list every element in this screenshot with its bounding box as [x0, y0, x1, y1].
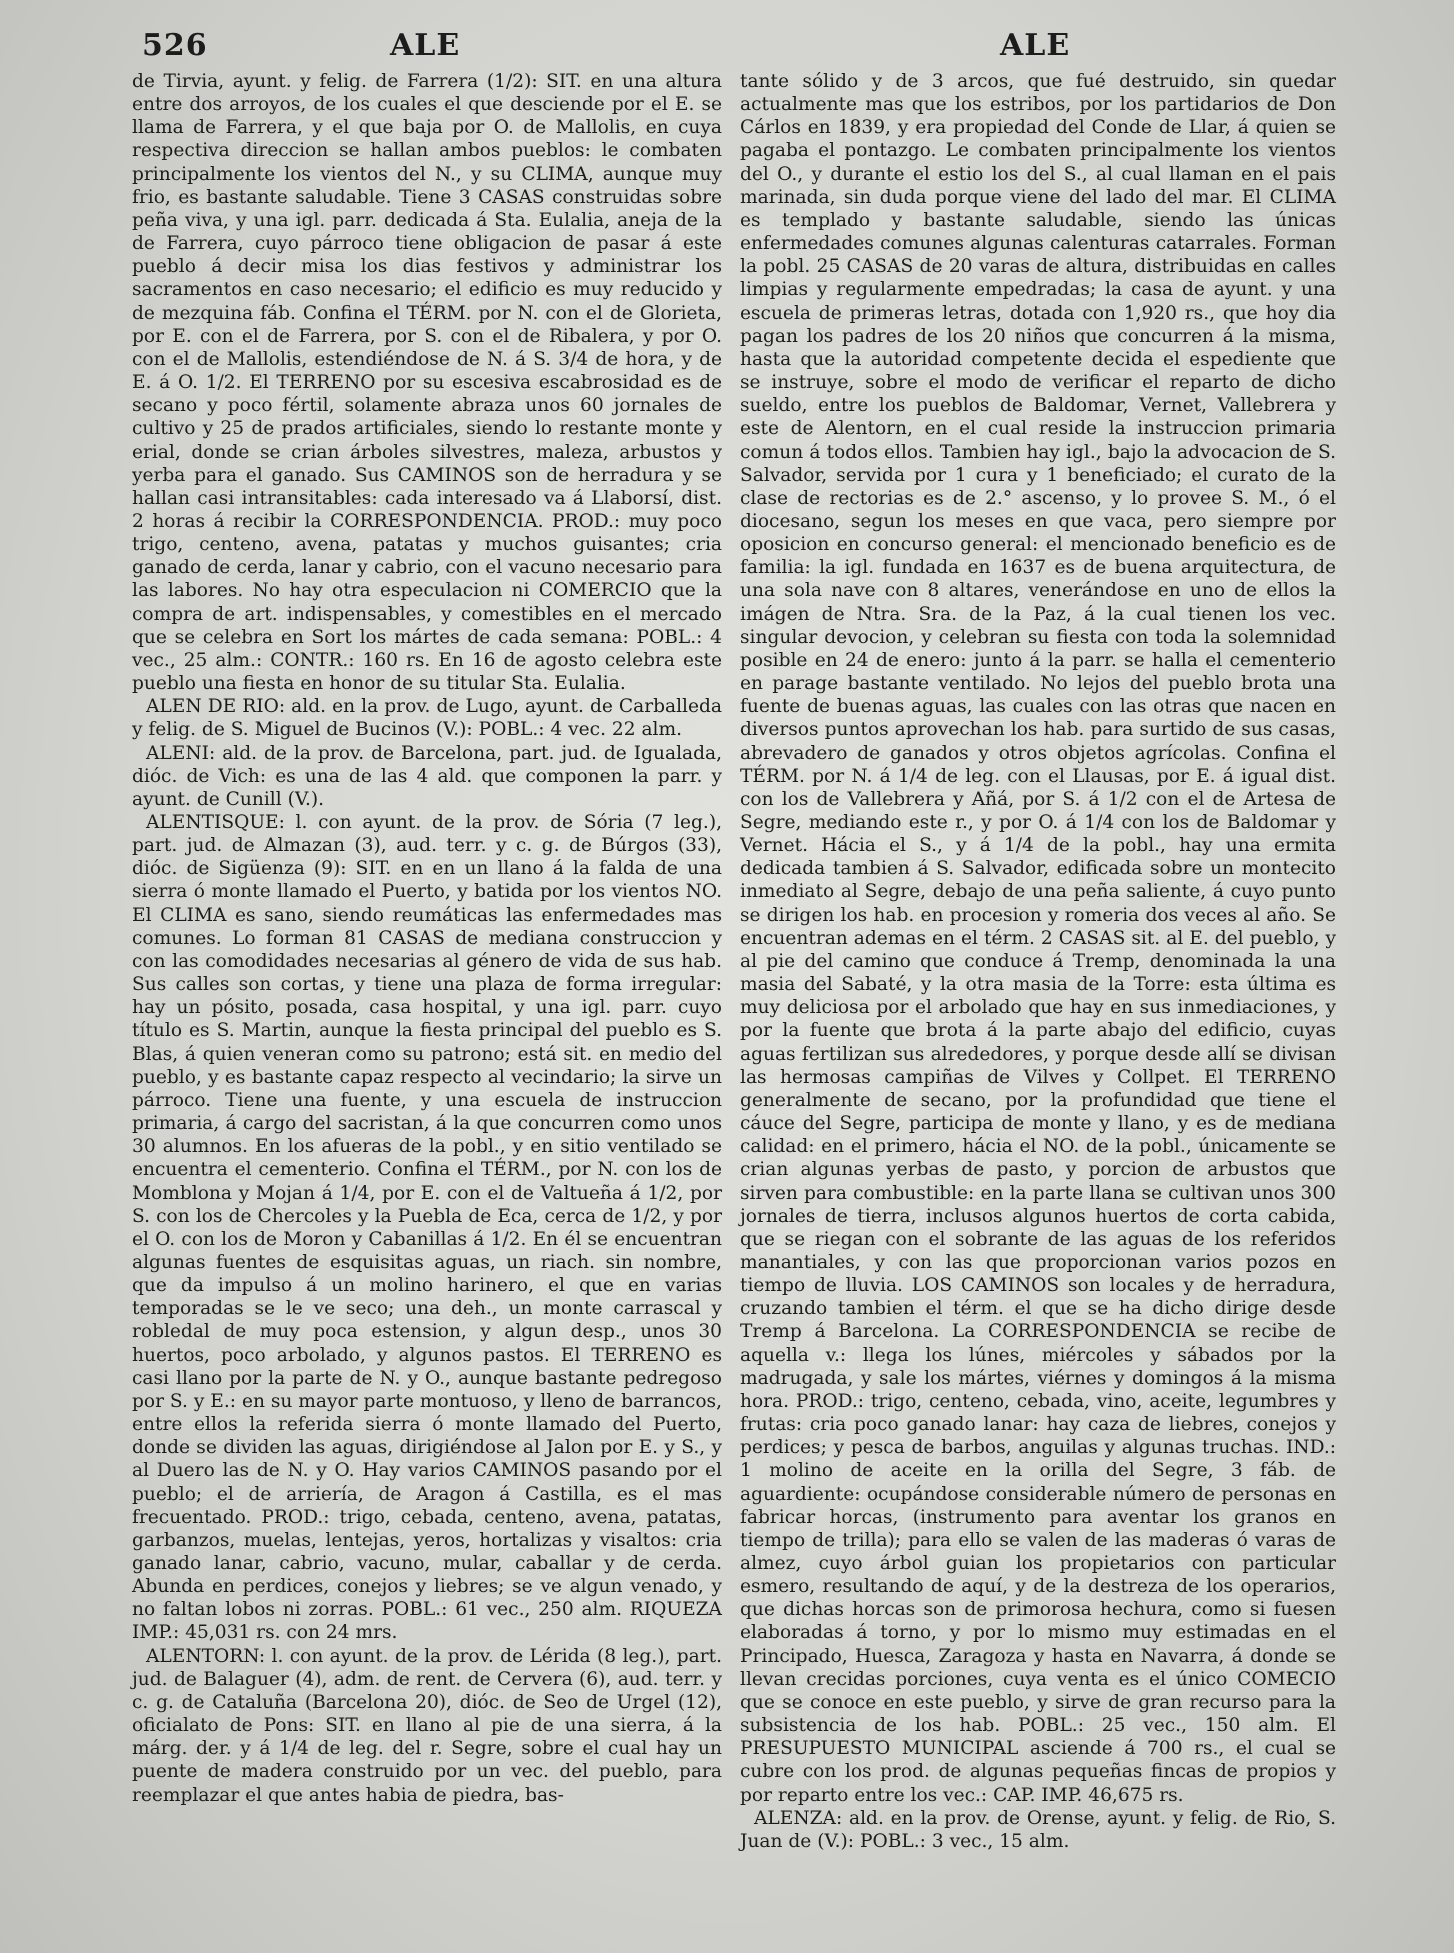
- right-column: [740, 70, 1336, 1852]
- entry-alentorn: ALENTORN: l. con ayunt. de la prov. de Lérida (8 leg.), part. jud. de Balaguer (4), adm. de rent. de Cervera (6), aud. terr. y c. g. de Cataluña (Barcelona 20), dióc. de Seo de Urgel (12), oficialato de Pons: SIT. en llano al pie de una sierra, á la márg. der. y á 1/4 de leg. del r. Segre, sobre el cual hay un puente de madera construido por un vec. del pueblo, para reemplazar el que antes habia de piedra, bas-: [132, 1645, 722, 1806]
- running-head-right: ALE: [1000, 28, 1071, 63]
- entry-alen-de-rio: ALEN DE RIO: ald. en la prov. de Lugo, ayunt. de Carballeda y felig. de S. Miguel de Bucinos (V.): POBL.: 4 vec. 22 alm.: [132, 696, 722, 741]
- entry-aleni: ALENI: ald. de la prov. de Barcelona, part. jud. de Igualada, dióc. de Vich: es una de las 4 ald. que componen la parr. y ayunt. de Cunill (V.).: [132, 742, 722, 810]
- entry-paragraph-continued: tante sólido y de 3 arcos, que fué destruido, sin quedar actualmente mas que los estribos, por los partidarios de Don Cárlos en 1839, y era propiedad del Conde de Llar, á quien se pagaba el pontazgo. Le combaten principalmente los vientos del O., y durante el estio los del S., al cual llaman en el pais marinada, sin duda porque viene del lado del mar. El CLIMA es templado y bastante saludable, siendo las únicas enfermedades comunes algunas calenturas catarrales. Forman la pobl. 25 CASAS de 20 varas de altura, distribuidas en calles limpias y regularmente empedradas; la casa de ayunt. y una escuela de primeras letras, dotada con 1,920 rs., que hoy dia pagan los padres de los 20 niños que concurren á la misma, hasta que la autoridad competente decida el espediente que se instruye, sobre el modo de verificar el reparto de dicho sueldo, entre los pueblos de Baldomar, Vernet, Vallebrera y este de Alentorn, en el cual reside la instruccion primaria comun á todos ellos. Tambien hay igl., bajo la advocacion de S. Salvador, servida por 1 cura y 1 beneficiado; el curato de la clase de rectorias es de 2.° ascenso, y lo provee S. M., ó el diocesano, segun los meses en que vaca, pero siempre por oposicion en concurso general: el mencionado beneficio es de familia: la igl. fundada en 1637 es de buena arquitectura, de una sola nave con 8 altares, venerándose en uno de ellos la imágen de Ntra. Sra. de la Paz, á la cual tienen los vec. singular devocion, y celebran su fiesta con toda la solemnidad posible en 24 de enero: junto á la parr. se halla el cementerio en parage bastante ventilado. No lejos del pueblo brota una fuente de buenas aguas, las cuales con las otras que nacen en diversos puntos aprovechan los hab. para surtido de sus casas, abrevadero de ganados y otros objetos agrícolas. Confina el TÉRM. por N. á 1/4 de leg. con el Llausas, por E. á igual dist. con los de Vallebrera y Añá, por S. á 1/2 con el de Artesa de Segre, mediando este r., y por O. á 1/4 con los de Baldomar y Vernet. Hácia el S., y á 1/4 de la pobl., hay una ermita dedicada tambien á S. Salvador, edificada sobre un montecito inmediato al Segre, debajo de una peña saliente, á cuyo punto se dirigen los hab. en procesion y romeria dos veces al año. Se encuentran ademas en el térm. 2 CASAS sit. al E. del pueblo, y al pie del camino que conduce á Tremp, denominada la una masia del Sabaté, y la otra masia de la Torre: esta última es muy deliciosa por el arbolado que hay en sus inmediaciones, y por la fuente que brota á la parte abajo del edificio, cuyas aguas fertilizan sus alrededores, y porque desde allí se divisan las hermosas campiñas de Vilves y Collpet. El TERRENO generalmente de secano, por la profundidad que tiene el cáuce del Segre, participa de monte y llano, y es de mediana calidad: en el primero, hácia el NO. de la pobl., únicamente se crian algunas yerbas de pasto, y porcion de arbustos que sirven para combustible: en la parte llana se cultivan unos 300 jornales de tierra, inclusos algunos huertos de corta cabida, que se riegan con el sobrante de las aguas de los referidos manantiales, y con las que proporcionan varios pozos en tiempo de lluvia. LOS CAMINOS son locales y de herradura, cruzando tambien el térm. el que se ha dicho dirige desde Tremp á Barcelona. La CORRESPONDENCIA se recibe de aquella v.: llega los lúnes, miércoles y sábados por la madrugada, y sale los mártes, viérnes y domingos á la misma hora. PROD.: trigo, centeno, cebada, vino, aceite, legumbres y frutas: cria poco ganado lanar: hay caza de liebres, conejos y perdices; y pesca de barbos, anguilas y algunas truchas. IND.: 1 molino de aceite en la orilla del Segre, 3 fáb. de aguardiente: ocupándose considerable número de personas en fabricar horcas, (instrumento para aventar los granos en tiempo de trilla); para ello se valen de las maderas ó varas de almez, cuyo árbol guian los propietarios con particular esmero, resultando de aquí, y de la destreza de los operarios, que dichas horcas son de primorosa hechura, como si fuesen elaboradas á torno, y por lo mismo muy estimadas en el Principado, Huesca, Zaragoza y hasta en Navarra, á donde se llevan crecidas porciones, cuya venta es el único COMECIO que se conoce en este pueblo, y sirve de gran recurso para la subsistencia de los hab. POBL.: 25 vec., 150 alm. El PRESUPUESTO MUNICIPAL asciende á 700 rs., el cual se cubre con los prod. de algunas pequeñas fincas de propios y por reparto entre los vec.: CAP. IMP. 46,675 rs.: [740, 71, 1336, 1806]
- entry-paragraph: de Tirvia, ayunt. y felig. de Farrera (1/2): SIT. en una altura entre dos arroyos, de los cuales el que desciende por el E. se llama de Farrera, y el que baja por O. de Mallolis, en cuya respectiva direccion se hallan ambos pueblos: le combaten principalmente los vientos del N., y su CLIMA, aunque muy frio, es bastante saludable. Tiene 3 CASAS construidas sobre peña viva, y una igl. parr. dedicada á Sta. Eulalia, aneja de la de Farrera, cuyo párroco tiene obligacion de pasar á este pueblo á decir misa los dias festivos y administrar los sacramentos en caso necesario; el edificio es muy reducido y de mezquina fáb. Confina el TÉRM. por N. con el de Glorieta, por E. con el de Farrera, por S. con el de Ribalera, y por O. con el de Mallolis, estendiéndose de N. á S. 3/4 de hora, y de E. á O. 1/2. El TERRENO por su escesiva escabrosidad es de secano y poco fértil, solamente abraza unos 60 jornales de cultivo y 25 de prados artificiales, siendo lo restante monte y erial, donde se crian árboles silvestres, maleza, arbustos y yerba para el ganado. Sus CAMINOS son de herradura y se hallan casi intransitables: cada interesado va á Llaborsí, dist. 2 horas á recibir la CORRESPONDENCIA. PROD.: muy poco trigo, centeno, avena, patatas y muchos guisantes; cria ganado de cerda, lanar y cabrio, con el vacuno necesario para las labores. No hay otra especulacion ni COMERCIO que la compra de art. indispensables, y comestibles en el mercado que se celebra en Sort los mártes de cada semana: POBL.: 4 vec., 25 alm.: CONTR.: 160 rs. En 16 de agosto celebra este pueblo una fiesta en honor de su titular Sta. Eulalia.: [132, 71, 722, 695]
- left-column: [132, 70, 722, 1810]
- page-number: 526: [142, 28, 208, 63]
- entry-alentisque: ALENTISQUE: l. con ayunt. de la prov. de Sória (7 leg.), part. jud. de Almazan (3), aud. terr. y c. g. de Búrgos (33), dióc. de Sigüenza (9): SIT. en en un llano á la falda de una sierra ó monte llamado el Puerto, y batida por los vientos NO. El CLIMA es sano, siendo reumáticas las enfermedades mas comunes. Lo forman 81 CASAS de mediana construccion y con las comodidades necesarias al género de vida de sus hab. Sus calles son cortas, y tiene una plaza de forma irregular: hay un pósito, posada, casa hospital, y una igl. parr. cuyo título es S. Martin, aunque la fiesta principal del pueblo es S. Blas, á quien veneran como su patrono; está sit. en medio del pueblo, y es bastante capaz respecto al vecindario; la sirve un párroco. Tiene una fuente, y una escuela de instruccion primaria, á cargo del sacristan, á la que concurren como unos 30 alumnos. En los afueras de la pobl., y en sitio ventilado se encuentra el cementerio. Confina el TÉRM., por N. con los de Momblona y Mojan á 1/4, por E. con el de Valtueña á 1/2, por S. con los de Chercoles y la Puebla de Eca, cerca de 1/2, y por el O. con los de Moron y Cabanillas á 1/2. En él se encuentran algunas fuentes de esquisitas aguas, un riach. sin nombre, que da impulso á un molino harinero, el que en varias temporadas se le ve seco; una deh., un monte carrascal y robledal de muy poca estension, y algun desp., unos 30 huertos, poco arbolado, y algunos pastos. El TERRENO es casi llano por la parte de N. y O., aunque bastante pedregoso por S. y E.: en su mayor parte montuoso, y lleno de barrancos, entre ellos la referida sierra ó monte llamado del Puerto, donde se dividen las aguas, dirigiéndose al Jalon por E. y S., y al Duero las de N. y O. Hay varios CAMINOS pasando por el pueblo; el de arriería, de Aragon á Castilla, es el mas frecuentado. PROD.: trigo, cebada, centeno, avena, patatas, garbanzos, muelas, lentejas, yeros, hortalizas y visaltos: cria ganado lanar, cabrio, vacuno, mular, caballar y de cerda. Abunda en perdices, conejos y liebres; se ve algun venado, y no faltan lobos ni zorras. POBL.: 61 vec., 250 alm. RIQUEZA IMP.: 45,031 rs. con 24 mrs.: [132, 812, 722, 1644]
- running-head-left: ALE: [390, 28, 461, 63]
- entry-alenza: ALENZA: ald. en la prov. de Orense, ayunt. y felig. de Rio, S. Juan de (V.): POBL.: 3 vec., 15 alm.: [740, 1807, 1336, 1852]
